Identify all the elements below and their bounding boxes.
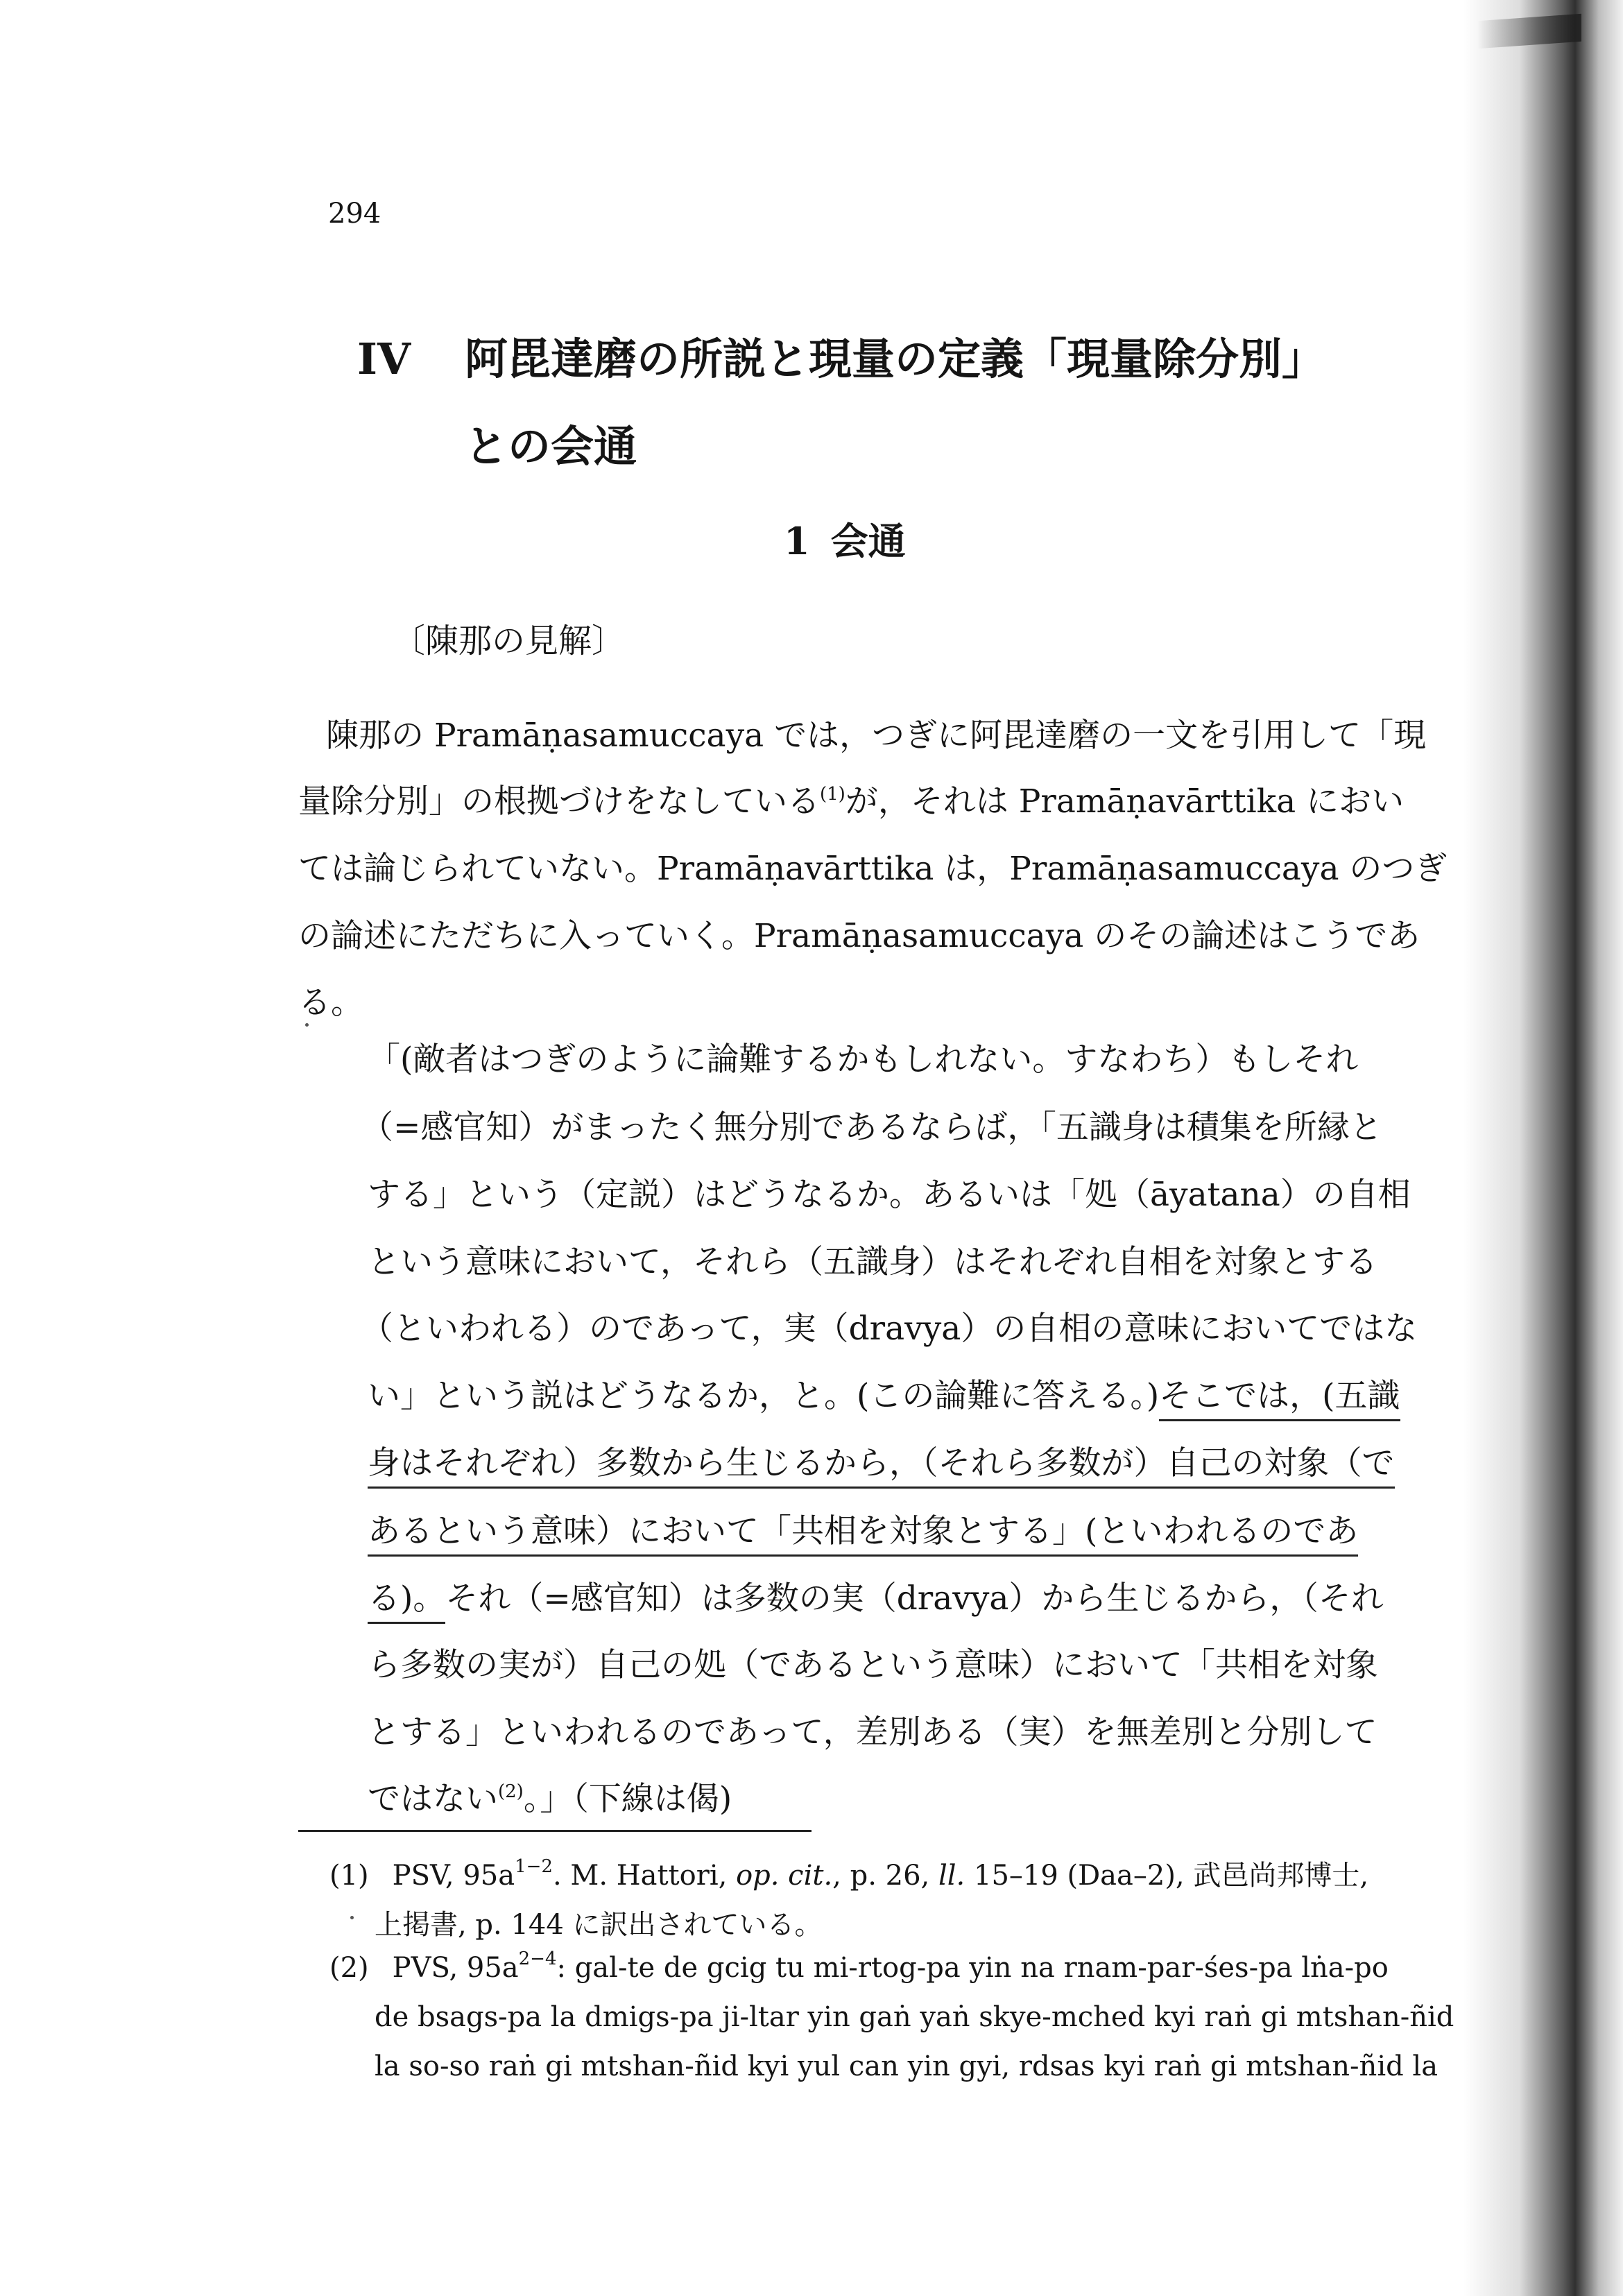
footnote-text: PVS, 95a xyxy=(392,1952,519,1984)
section-number: 1 xyxy=(784,519,810,563)
footnote-ref: (1) xyxy=(820,784,845,805)
scanned-page-edge-shadow xyxy=(1463,0,1623,2296)
chapter-heading xyxy=(357,316,1325,490)
quote-line xyxy=(368,1370,1400,1416)
quote-text: それ（=感官知）は多数の実（dravya）から生じるから，（それ xyxy=(445,1579,1384,1618)
quote-line xyxy=(368,1437,1395,1484)
section-title: 会通 xyxy=(830,519,906,563)
quote-line xyxy=(368,1505,1358,1552)
underlined-verse-text: そこでは，(五識 xyxy=(1159,1377,1400,1421)
footnote-text: . M. Hattori, xyxy=(552,1860,737,1892)
subheading: 〔陳那の見解〕 xyxy=(392,622,626,660)
body-line xyxy=(298,776,1404,822)
chapter-title-line2: との会通 xyxy=(465,421,637,472)
quote-line xyxy=(368,1573,1384,1619)
footnote-ref: (2) xyxy=(498,1781,524,1802)
footnote-text: 15–19 (Daa–2), 武邑尚邦博士, xyxy=(965,1860,1369,1892)
quote-line: する」という（定説）はどうなるか。あるいは「処（āyatana）の自相 xyxy=(368,1176,1411,1214)
underlined-verse-text: 身はそれぞれ）多数から生じるから，（それら多数が）自己の対象（で xyxy=(368,1444,1395,1489)
footnote-1-line2: 上掲書, p. 144 に訳出されている。 xyxy=(375,1909,823,1941)
chapter-numeral: IV xyxy=(357,334,411,384)
footnote-italic: ll. xyxy=(938,1860,965,1892)
section-heading xyxy=(784,512,906,565)
footnote-text: PSV, 95a xyxy=(392,1860,515,1892)
footnote-2-line2: de bsags-pa la dmigs-pa ji-ltar yin gaṅ yaṅ skye-mched kyi raṅ gi mtshan-ñid xyxy=(375,2001,1454,2033)
footnote-sup: 1−2 xyxy=(515,1856,553,1877)
quote-line: 「(敵者はつぎのように論難するかもしれない。すなわち）もしそれ xyxy=(368,1040,1359,1079)
body-line: ては論じられていない。Pramāṇavārttika は，Pramāṇasamuccaya のつぎ xyxy=(298,850,1448,888)
quote-text: ではない xyxy=(368,1780,498,1818)
footnote-mark: (1) xyxy=(329,1860,369,1892)
scan-speck xyxy=(305,1023,309,1027)
body-text: が，それは Pramāṇavārttika におい xyxy=(845,782,1405,821)
footnote-mark: (2) xyxy=(329,1952,369,1984)
quote-text: い」という説はどうなるか，と。(この論難に答える。) xyxy=(368,1377,1160,1415)
footnote-text: , p. 26, xyxy=(832,1860,938,1892)
footnote-text: : gal-te de gcig tu mi-rtog-pa yin na rnam-par-śes-pa lṅa-po xyxy=(556,1952,1389,1984)
chapter-title-line1: 阿毘達磨の所説と現量の定義「現量除分別」 xyxy=(465,334,1325,384)
underlined-verse-text: あるという意味）において「共相を対象とする」(といわれるのであ xyxy=(368,1512,1358,1557)
footnote-2-line3: la so-so raṅ gi mtshan-ñid kyi yul can yin gyi, rdsas kyi raṅ gi mtshan-ñid la xyxy=(375,2050,1439,2082)
footnote-1 xyxy=(329,1853,1368,1893)
scan-speck xyxy=(350,1916,354,1919)
footnote-2 xyxy=(329,1948,1389,1984)
page-number: 294 xyxy=(328,198,381,230)
body-line: る。 xyxy=(298,984,363,1022)
quote-text: 。」（下線は偈) xyxy=(523,1780,732,1818)
quote-line xyxy=(368,1773,732,1819)
body-text: 量除分別」の根拠づけをなしている xyxy=(298,782,820,821)
quote-line: とする」といわれるのであって，差別ある（実）を無差別と分別して xyxy=(368,1713,1377,1751)
footnote-sup: 2−4 xyxy=(518,1948,557,1969)
footnote-rule xyxy=(298,1830,812,1832)
footnote-italic: op. cit. xyxy=(736,1860,833,1892)
underlined-verse-text: る)。 xyxy=(368,1579,445,1624)
quote-line: （=感官知）がまったく無分別であるならば，「五識身は積集を所縁と xyxy=(361,1108,1382,1147)
body-line: の論述にただちに入っていく。Pramāṇasamuccaya のその論述はこうであ xyxy=(298,917,1420,955)
quote-line: という意味において，それら（五識身）はそれぞれ自相を対象とする xyxy=(368,1243,1378,1281)
quote-line: （といわれる）のであって，実（dravya）の自相の意味においてではな xyxy=(361,1310,1418,1348)
body-line: 陳那の Pramāṇasamuccaya では，つぎに阿毘達磨の一文を引用して「現 xyxy=(326,717,1427,755)
quote-line: ら多数の実が）自己の処（であるという意味）において「共相を対象 xyxy=(368,1646,1378,1684)
